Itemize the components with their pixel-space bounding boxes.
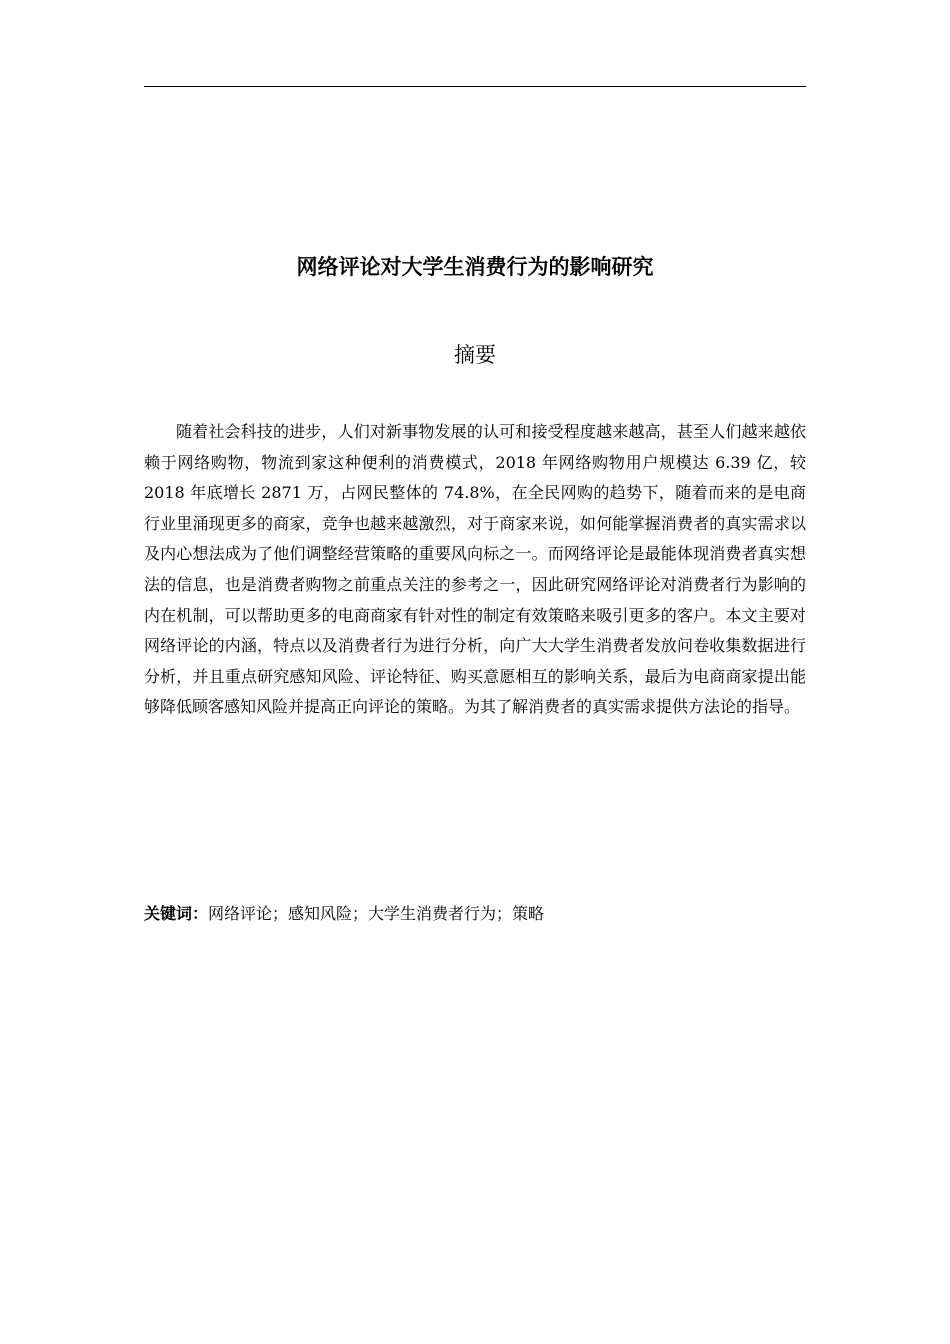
paper-title: 网络评论对大学生消费行为的影响研究 bbox=[296, 255, 654, 279]
keywords-line bbox=[144, 899, 806, 929]
abstract-heading: 摘要 bbox=[454, 343, 496, 367]
header-rule bbox=[144, 86, 806, 87]
keywords-text: 网络评论；感知风险；大学生消费者行为；策略 bbox=[208, 904, 545, 923]
keywords-label: 关键词： bbox=[144, 904, 209, 923]
abstract-body: 随着社会科技的进步，人们对新事物发展的认可和接受程度越来越高，甚至人们越来越依赖于网络购物，物流到家这种便利的消费模式，2018 年网络购物用户规模达 6.39 亿，较 2018 年底增长 2871 万，占网民整体的 74.8%，在全民网购的趋势下，随着而来的是电商行业里涌现更多的商家，竞争也越来越激烈，对于商家来说，如何能掌握消费者的真实需求以及内心想法成为了他们调整经营策略的重要风向标之一。而网络评论是最能体现消费者真实想法的信息，也是消费者购物之前重点关注的参考之一，因此研究网络评论对消费者行为影响的内在机制，可以帮助更多的电商商家有针对性的制定有效策略来吸引更多的客户。本文主要对网络评论的内涵，特点以及消费者行为进行分析，向广大大学生消费者发放问卷收集数据进行分析，并且重点研究感知风险、评论特征、购买意愿相互的影响关系，最后为电商商家提出能够降低顾客感知风险并提高正向评论的策略。为其了解消费者的真实需求提供方法论的指导。 bbox=[144, 422, 806, 717]
